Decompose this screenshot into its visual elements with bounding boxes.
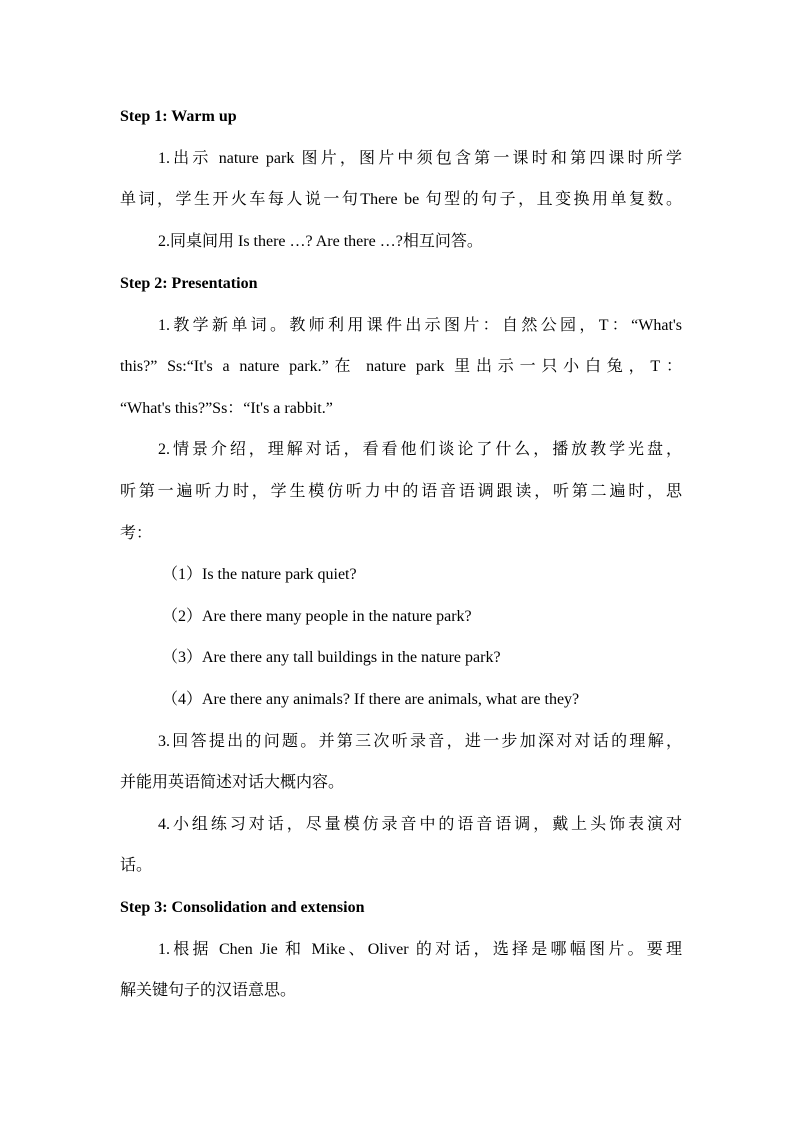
step1-p2-line1: 2.同桌间用 Is there …? Are there …?相互问答。 <box>158 233 483 250</box>
step2-p3-line2: 并能用英语简述对话大概内容。 <box>120 774 345 791</box>
step2-p1-line3: “What's this?”Ss：“It's a rabbit.” <box>120 400 333 417</box>
step2-heading: Step 2: Presentation <box>120 275 258 292</box>
question-2: （2）Are there many people in the nature park? <box>162 608 472 625</box>
step1-heading: Step 1: Warm up <box>120 108 237 125</box>
step2-p3-line1: 3.回答提出的问题。并第三次听录音，进一步加深对对话的理解， <box>158 733 682 750</box>
step1-p1-line1: 1.出示 nature park 图片，图片中须包含第一课时和第四课时所学 <box>158 150 682 167</box>
step3-p1-line1: 1.根据 Chen Jie 和 Mike、Oliver 的对话，选择是哪幅图片。要理 <box>158 941 682 958</box>
step2-p2-line3: 考： <box>120 525 153 542</box>
step2-p4-line1: 4.小组练习对话，尽量模仿录音中的语音语调，戴上头饰表演对 <box>158 816 682 833</box>
step2-p4-line2: 话。 <box>120 857 153 874</box>
step1-p1-line2: 单词，学生开火车每人说一句There be 句型的句子，且变换用单复数。 <box>120 191 682 208</box>
question-4: （4）Are there any animals? If there are animals, what are they? <box>162 691 580 708</box>
step2-p1-line2: this?” Ss:“It's a nature park.”在 nature park 里出示一只小白兔，T： <box>120 358 682 375</box>
step3-p1-line2: 解关键句子的汉语意思。 <box>120 982 297 999</box>
step2-p2-line2: 听第一遍听力时，学生模仿听力中的语音语调跟读，听第二遍时，思 <box>120 483 682 500</box>
question-3: （3）Are there any tall buildings in the nature park? <box>162 649 501 666</box>
step2-p1-line1: 1.教学新单词。教师利用课件出示图片：自然公园，T：“What's <box>158 317 682 334</box>
step3-heading: Step 3: Consolidation and extension <box>120 899 365 916</box>
step2-p2-line1: 2.情景介绍，理解对话，看看他们谈论了什么，播放教学光盘， <box>158 441 682 458</box>
question-1: （1）Is the nature park quiet? <box>162 566 357 583</box>
